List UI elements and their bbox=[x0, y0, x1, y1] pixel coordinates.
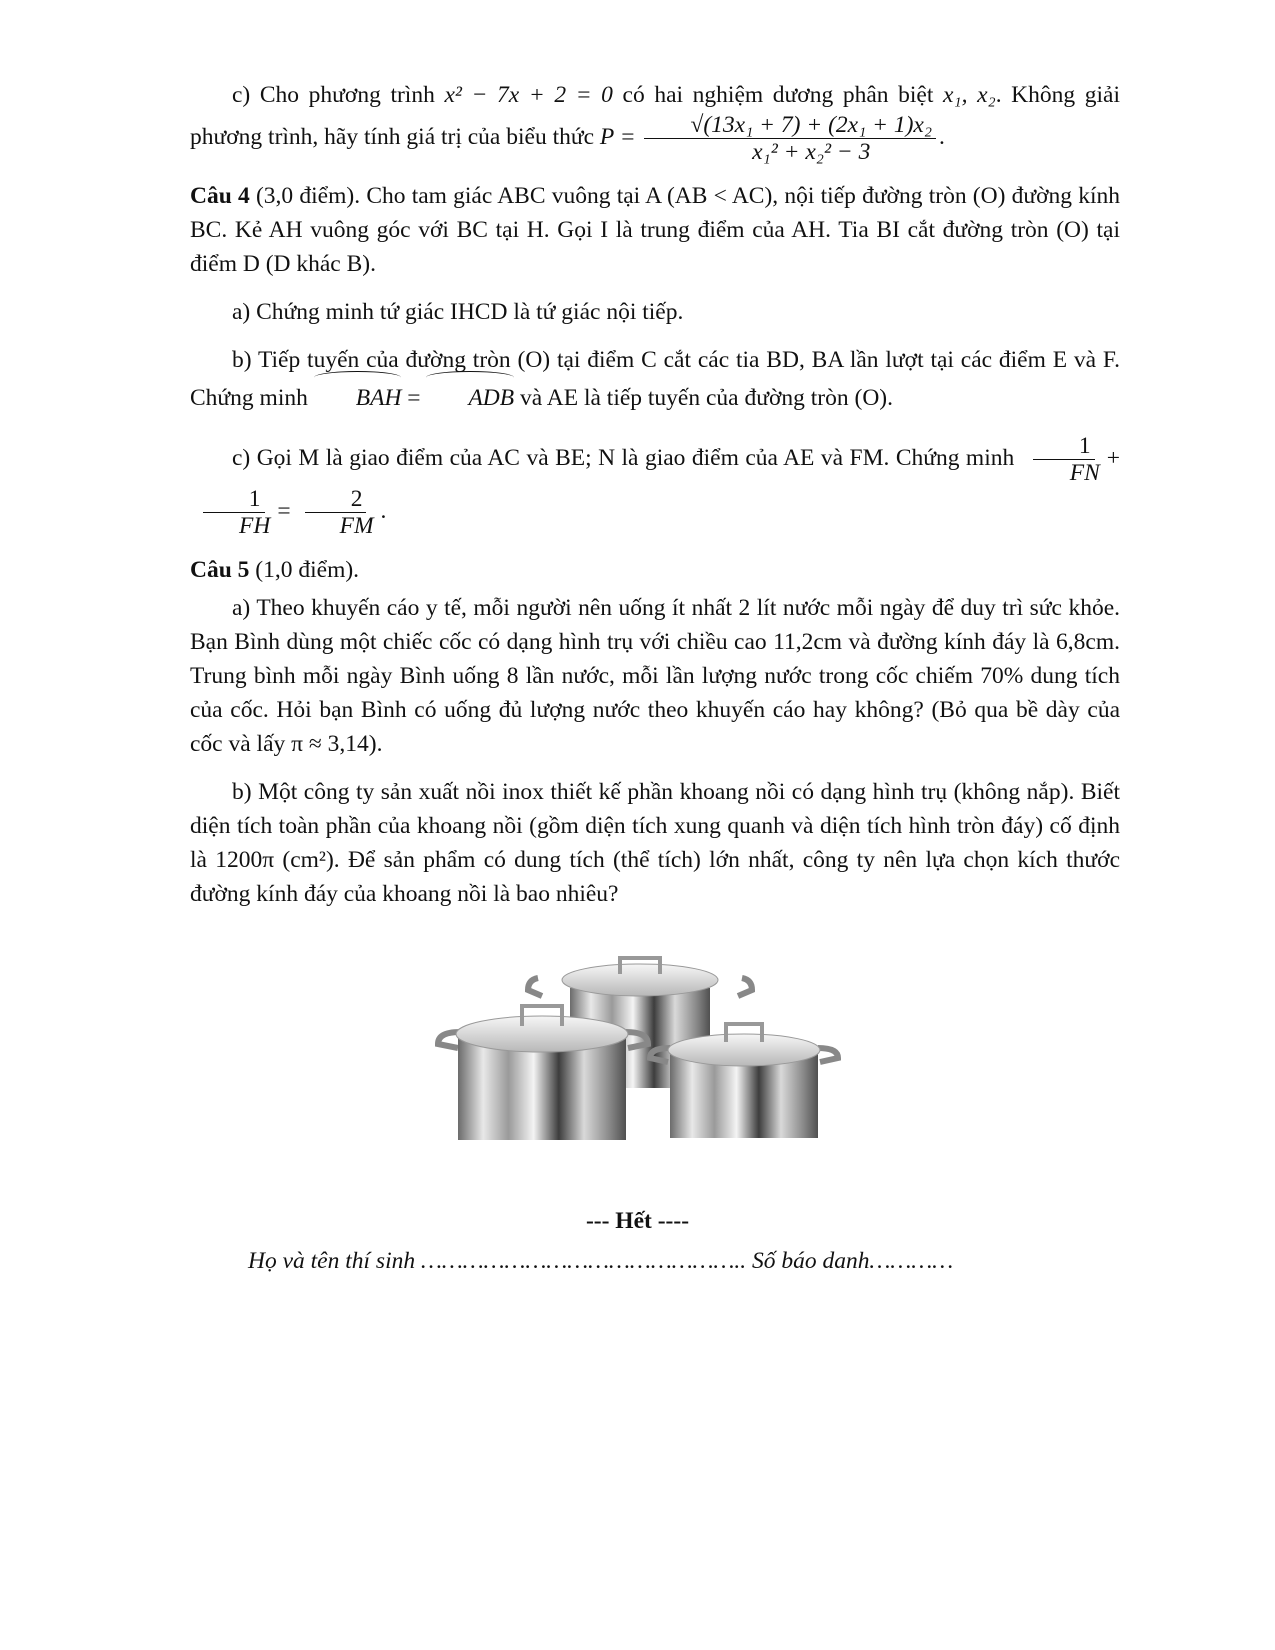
end-marker: --- Hết ---- bbox=[585, 1208, 690, 1234]
question-4-stem: Câu 4 (3,0 điểm). Cho tam giác ABC vuông tại A (AB < AC), nội tiếp đường tròn (O) đường kính BC. Kẻ AH vuông góc với BC tại H. Gọi I là trung điểm của AH. Tia BI cắt đường tròn (O) tại điểm D (D khác B). bbox=[190, 183, 1121, 277]
fraction-2-fm: $\frac{2}{FM}$ bbox=[294, 486, 378, 539]
medium-pot bbox=[438, 1006, 648, 1140]
question-4-title: Câu 4 bbox=[190, 183, 250, 209]
angle-adb: ADB bbox=[426, 377, 514, 415]
question-5b: b) Một công ty sản xuất nồi inox thiết kế phần khoang nồi có dạng hình trụ (không nắp). Biết diện tích toàn phần của khoang nồi (gồm diện tích xung quanh và diện tích hình tròn đáy) cố định là 1200π (cm²). Để sản phẩm có dung tích (thể tích) lớn nhất, công ty nên lựa chọn kích thước đường kính đáy của khoang nồi là bao nhiêu? bbox=[190, 779, 1120, 907]
question-4b: b) Tiếp tuyến của đường tròn (O) tại điểm C cắt các tia BD, BA lần lượt tại các điểm E và F. Chứng minh BAH = ADB và AE là tiếp tuyến của đường tròn (O). bbox=[190, 343, 1120, 415]
candidate-info-line: Họ và tên thí sinh ……………………………………….. Số báo danh………… bbox=[248, 1248, 954, 1274]
fraction-1-fh: $\frac{1}{FH}$ bbox=[193, 486, 274, 539]
expression-p-fraction: $\frac{\text{√(13x₁ + 7) + (2x₁ + 1)x₂}}{\text{x₁² + x₂² − 3}}$ bbox=[644, 112, 936, 165]
angle-bah: BAH bbox=[314, 377, 402, 415]
question-5-title: Câu 5 bbox=[190, 557, 250, 583]
question-4c: c) Gọi M là giao điểm của AC và BE; N là giao điểm của AE và FM. Chứng minh $\frac{1}{FN}$ + $\frac{1}{FH}$ = $\frac{2}{FM}$ . bbox=[190, 433, 1120, 539]
fraction-1-fn: $\frac{1}{FN}$ bbox=[1024, 433, 1104, 486]
cooking-pots-illustration bbox=[430, 950, 850, 1150]
question-5a: a) Theo khuyến cáo y tế, mỗi người nên uống ít nhất 2 lít nước mỗi ngày để duy trì sức khỏe. Bạn Bình dùng một chiếc cốc có dạng hình trụ với chiều cao 11,2cm và đường kính đáy là 6,8cm. Trung bình mỗi ngày Bình uống 8 lần nước, mỗi lần lượng nước trong cốc chiếm 70% dung tích của cốc. Hỏi bạn Bình có uống đủ lượng nước theo khuyến cáo hay không? (Bỏ qua bề dày của cốc và lấy π ≈ 3,14). bbox=[190, 595, 1120, 757]
question-5-header: Câu 5 (1,0 điểm). bbox=[190, 557, 360, 583]
exam-page bbox=[190, 78, 1120, 911]
question-3c: c) Cho phương trình x² − 7x + 2 = 0 có hai nghiệm dương phân biệt x₁, x₂. Không giải phương trình, hãy tính giá trị của biểu thức P = $\frac{\text{√(13x₁ + 7) + (2x₁ + 1)x₂}}{\text{x₁² + x₂² − 3}}$ . bbox=[190, 82, 1121, 165]
question-4a: a) Chứng minh tứ giác IHCD là tứ giác nội tiếp. bbox=[232, 299, 684, 325]
